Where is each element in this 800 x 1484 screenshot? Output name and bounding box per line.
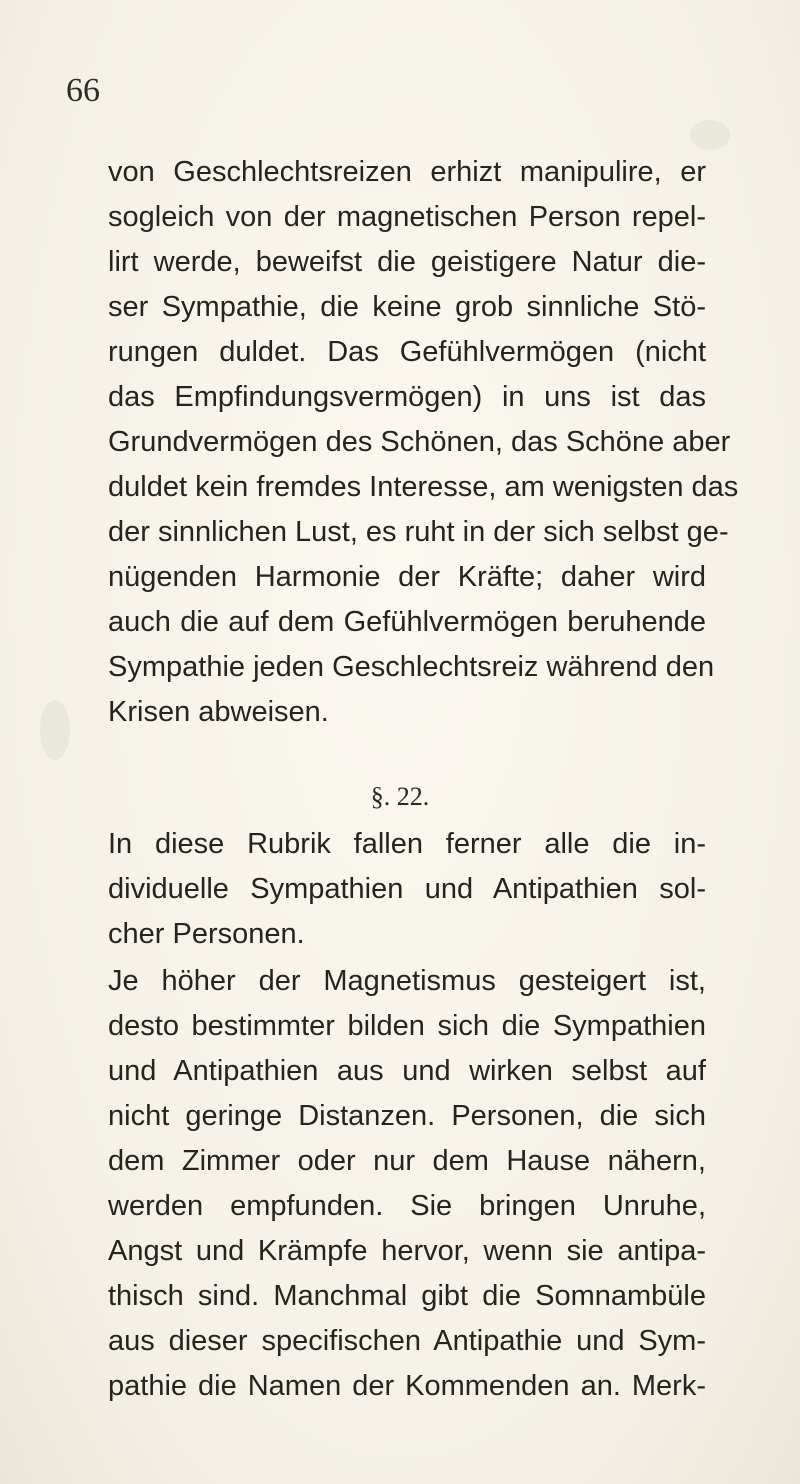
section-heading: §. 22.	[370, 782, 430, 811]
text-line: nicht geringe Distanzen. Personen, die sich	[108, 1100, 706, 1132]
text-line: der sinnlichen Lust, es ruht in der sich selbst ge-	[108, 516, 729, 548]
text-line: rungen duldet. Das Gefühlvermögen (nicht	[108, 336, 706, 368]
text-line: In diese Rubrik fallen ferner alle die in-	[108, 828, 706, 860]
paper-stain	[690, 120, 730, 150]
text-line: duldet kein fremdes Interesse, am wenigsten das	[108, 471, 739, 503]
text-line: Sympathie jeden Geschlechtsreiz während den	[108, 651, 715, 683]
text-line: desto bestimmter bilden sich die Sympathien	[108, 1010, 706, 1042]
text-line: Angst und Krämpfe hervor, wenn sie antipa-	[108, 1235, 706, 1267]
text-line: von Geschlechtsreizen erhizt manipulire, er	[108, 156, 706, 188]
text-line: dem Zimmer oder nur dem Hause nähern,	[108, 1145, 706, 1177]
text-line: Je höher der Magnetismus gesteigert ist,	[108, 965, 706, 997]
text-line: auch die auf dem Gefühlvermögen beruhende	[108, 606, 706, 638]
text-line: Krisen abweisen.	[108, 696, 329, 728]
text-line: Grundvermögen des Schönen, das Schöne aber	[108, 426, 731, 458]
text-line: ser Sympathie, die keine grob sinnliche Stö-	[108, 291, 706, 323]
text-line: dividuelle Sympathien und Antipathien sol-	[108, 873, 706, 905]
text-line: thisch sind. Manchmal gibt die Somnambüle	[108, 1280, 706, 1312]
text-line: nügenden Harmonie der Kräfte; daher wird	[108, 561, 706, 593]
text-line: sogleich von der magnetischen Person repel-	[108, 201, 706, 233]
paper-stain	[40, 700, 70, 760]
text-line: lirt werde, beweifst die geistigere Natur die-	[108, 246, 706, 278]
text-line: und Antipathien aus und wirken selbst auf	[108, 1055, 706, 1087]
text-line: aus dieser specifischen Antipathie und Sym-	[108, 1325, 706, 1357]
page-number: 66	[66, 72, 100, 109]
text-line: cher Personen.	[108, 918, 305, 950]
text-line: das Empfindungsvermögen) in uns ist das	[108, 381, 706, 413]
text-line: pathie die Namen der Kommenden an. Merk-	[108, 1370, 706, 1402]
text-line: werden empfunden. Sie bringen Unruhe,	[108, 1190, 706, 1222]
